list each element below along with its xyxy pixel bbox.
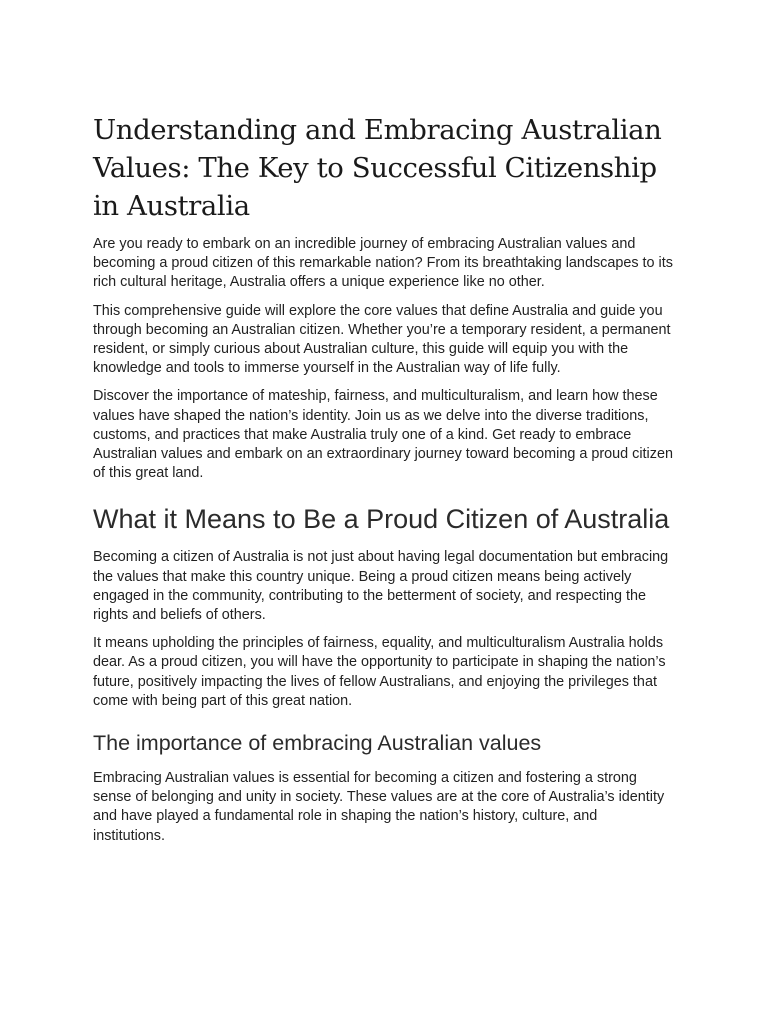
section1-paragraph-1: Becoming a citizen of Australia is not just about having legal documentation but embracing the values that make this country unique. Being a proud citizen means being actively engaged in the community, contributing to the betterment of society, and respecting the rights and beliefs of others. — [93, 549, 669, 624]
section-heading-proud-citizen: What it Means to Be a Proud Citizen of Australia — [93, 504, 670, 535]
intro-paragraph-2: This comprehensive guide will explore the core values that define Australia and guide you through becoming an Australian citizen. Whether you’re a temporary resident, a permanent resident, or simply curious about Australian culture, this guide will equip you with the knowledge and tools to immerse yourself in the Australian way of life fully. — [93, 302, 671, 377]
intro-paragraph-3: Discover the importance of mateship, fairness, and multiculturalism, and learn how these values have shaped the nation’s identity. Join us as we delve into the diverse traditions, customs, and practices that make Australia truly one of a kind. Get ready to embrace Australian values and embark on an extraordinary journey toward becoming a proud citizen of this great land. — [93, 388, 673, 482]
document-page — [93, 111, 673, 855]
section2-paragraph-1: Embracing Australian values is essential for becoming a citizen and fostering a strong sense of belonging and unity in society. These values are at the core of Australia’s identity and have played a fundamental role in shaping the nation’s history, culture, and institutions. — [93, 770, 665, 844]
section1-paragraph-2: It means upholding the principles of fairness, equality, and multiculturalism Australia holds dear. As a proud citizen, you will have the opportunity to participate in shaping the nation’s future, positively impacting the lives of fellow Australians, and enjoying the privileges that come with being part of this great nation. — [93, 635, 666, 709]
subsection-heading-importance: The importance of embracing Australian values — [93, 731, 542, 756]
intro-paragraph-1: Are you ready to embark on an incredible journey of embracing Australian values and becoming a proud citizen of this remarkable nation? From its breathtaking landscapes to its rich cultural heritage, Australia offers a unique experience like no other. — [93, 236, 673, 291]
article-title: Understanding and Embracing Australian Values: The Key to Successful Citizenship in Australia — [93, 114, 662, 222]
